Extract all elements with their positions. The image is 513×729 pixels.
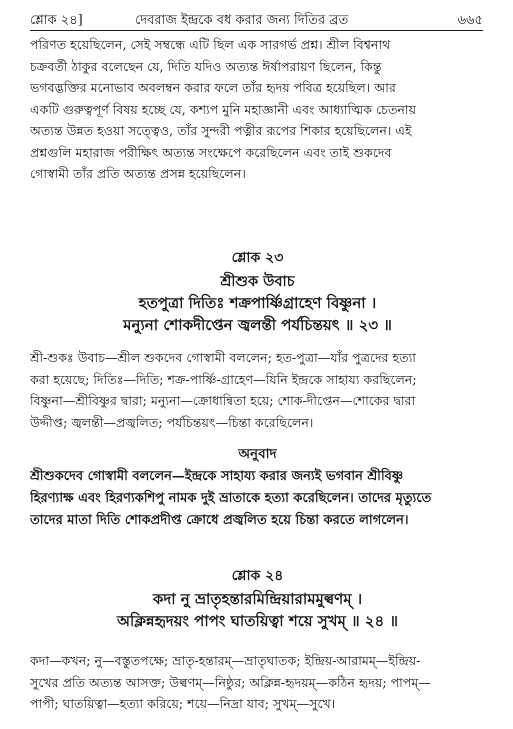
verse-number: শ্লোক ২৩ (231, 250, 284, 266)
synonym-line: পাপী; ঘাতয়িত্বা—হত্যা করিয়ে; শয়ে—নিদ্রা যাব; সুখম্—সুখে। (30, 696, 336, 711)
synonym-line: করা হয়েছে; দিতিঃ—দিতি; শক্র-পার্ষ্ণি-গ্রাহেণ—যিনি ইন্দ্রকে সাহায্য করছিলেন; (30, 371, 417, 387)
purport-line: একটি গুরুত্বপূর্ণ বিষয় হচ্ছে যে, কশ্যপ মুনি মহাজ্ঞানী এবং আধ্যাত্মিক চেতনায় (30, 101, 416, 117)
translation-line: হিরণ্যাক্ষ এবং হিরণ্যকশিপু নামক দুই ভ্রাতাকে হত্যা করেছিলেন। তাদের মৃত্যুতে (30, 490, 432, 506)
purport-line: প্রশ্নগুলি মহারাজ পরীক্ষিৎ অত্যন্ত সংক্ষেপে করেছিলেন এবং তাই শুকদেব (30, 144, 392, 160)
purport-line: ভগবদ্ভক্তির মনোভাব অবলম্বন করার ফলে তাঁর হৃদয় পবিত্র হয়েছিল। আর (30, 80, 396, 95)
purport-line: চক্রবর্তী ঠাকুর বলেছেন যে, দিতি যদিও অত্যন্ত ঈর্ষাপরায়ণ ছিলেন, কিন্তু (30, 58, 382, 74)
header-verse-ref: শ্লোক ২৪] (30, 13, 83, 28)
synonym-line: কদা—কখন; নু—বস্তুতপক্ষে; ভ্রাতৃ-হন্তারম্—ভ্রাতৃঘাতক; ইন্দ্রিয়-আরামম্—ইন্দ্রিয়- (30, 653, 421, 668)
verse-line: মন্যুনা শোকদীপ্তেন জ্বলন্তী পর্যচিন্তয়ৎ ॥ ২৩ ॥ (123, 316, 392, 334)
verse-line: হতপুত্রা দিতিঃ শক্রপার্ষ্ণিগ্রাহেণ বিষ্ণুনা । (138, 294, 377, 312)
header-page-number: ৬৬৫ (457, 13, 483, 28)
translation-line: তাদের মাতা দিতি শোকপ্রদীপ্ত ক্রোধে প্রজ্বলিত হয়ে চিন্তা করতে লাগলেন। (30, 512, 409, 528)
synonyms-23 (30, 347, 485, 433)
verse-line: কদা নু ভ্রাতৃহন্তারমিন্দ্রিয়ারামমুল্বণম্ । (152, 589, 363, 608)
synonym-line: শ্রী-শুকঃ উবাচ—শ্রীল শুকদেব গোস্বামী বললেন; হত-পুত্রা—যাঁর পুত্রদের হত্যা (30, 350, 416, 365)
synonym-line: বিষ্ণুনা—শ্রীবিষ্ণুর দ্বারা; মন্যুনা—ক্রোধান্বিতা হয়ে; শোক-দীপ্তেন—শোকের দ্বারা (30, 393, 416, 408)
verse-speaker: শ্রীশুক উবাচ (220, 272, 295, 290)
translation-23 (30, 444, 485, 532)
purport-paragraph (30, 34, 485, 185)
page-header (30, 8, 483, 31)
translation-line: শ্রীশুকদেব গোস্বামী বললেন—ইন্দ্রকে সাহায্য করার জন্যই ভগবান শ্রীবিষ্ণু (30, 468, 404, 484)
synonym-line: উদ্দীপ্ত; জ্বলন্তী—প্রজ্বলিত; পর্যচিন্তয়ৎ—চিন্তা করেছিলেন। (30, 414, 314, 430)
header-chapter-title: দেবরাজ ইন্দ্রকে বধ করার জন্য দিতির ব্রত (135, 13, 349, 28)
verse-23-block (30, 248, 485, 336)
synonyms-24 (30, 650, 485, 715)
purport-line: পরিণত হয়েছিলেন, সেই সম্বন্ধে এটি ছিল এক সারগর্ভ প্রশ্ন। শ্রীল বিশ্বনাথ (30, 37, 391, 52)
verse-line: অক্লিন্নহৃদয়ং পাপং ঘাতয়িত্বা শয়ে সুখম্ ॥ ২৪ ॥ (116, 611, 398, 630)
verse-number: শ্লোক ২৪ (231, 568, 284, 584)
purport-line: অত্যন্ত উন্নত হওয়া সত্ত্বেও, তাঁর সুন্দরী পত্নীর রূপের শিকার হয়েছিলেন। এই (30, 123, 412, 138)
translation-heading: অনুবাদ (238, 446, 277, 462)
purport-line: গোস্বামী তাঁর প্রতি অত্যন্ত প্রসন্ন হয়েছিলেন। (30, 166, 246, 181)
synonym-line: সুখের প্রতি অত্যন্ত আসক্ত; উল্বণম্—নিষ্ঠুর; অক্লিন্ন-হৃদয়ম্—কঠিন হৃদয়; পাপম্— (30, 674, 431, 690)
verse-24-block (30, 566, 485, 632)
